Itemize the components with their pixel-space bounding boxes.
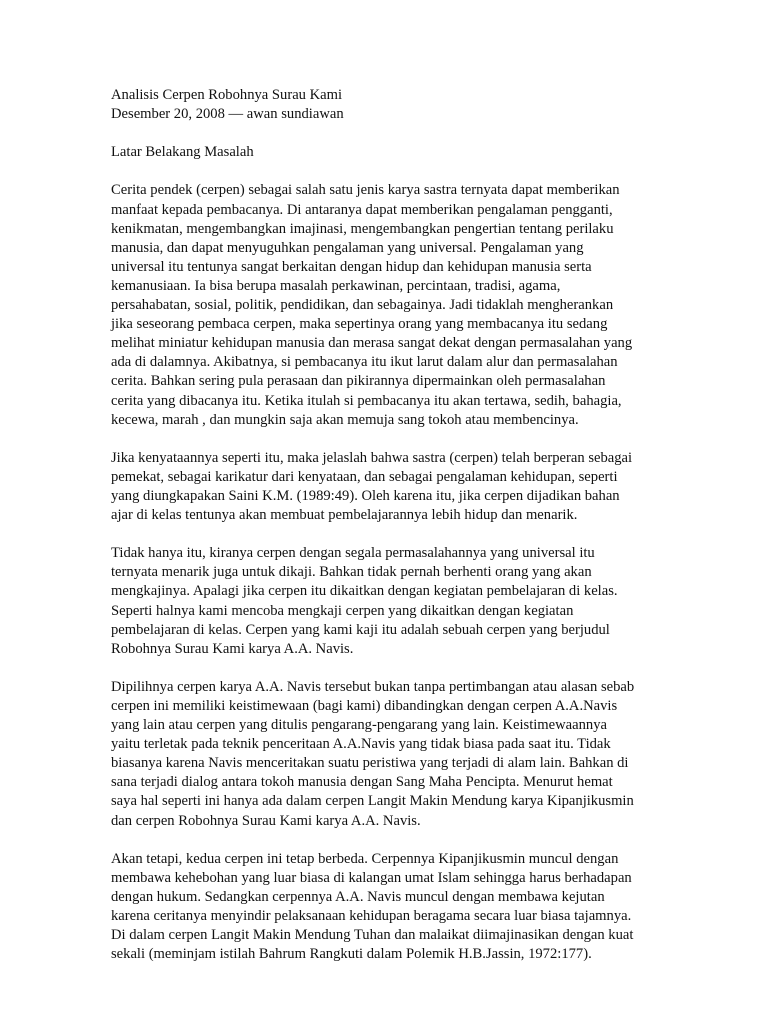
paragraph-line: cerita. Bahkan sering pula perasaan dan pikirannya dipermainkan oleh permasalahan xyxy=(111,373,606,390)
paragraph-line: biasanya karena Navis menceritakan suatu peristiwa yang terjadi di alam lain. Bahkan di xyxy=(111,755,629,772)
paragraph-line: persahabatan, sosial, politik, pendidikan, dan sebagainya. Jadi tidaklah mengherankan xyxy=(111,297,614,314)
paragraph-line: universal itu tentunya sangat berkaitan dengan hidup dan kehidupan manusia serta xyxy=(111,258,592,275)
paragraph-line: mengkajinya. Apalagi jika cerpen itu dikaitkan dengan kegiatan pembelajaran di kelas. xyxy=(111,583,618,600)
paragraph-line: dengan hukum. Sedangkan cerpennya A.A. Navis muncul dengan membawa kejutan xyxy=(111,888,605,905)
paragraph-line: ternyata menarik juga untuk dikaji. Bahkan tidak pernah berhenti orang yang akan xyxy=(111,564,592,581)
paragraph xyxy=(111,181,671,429)
paragraph xyxy=(111,544,671,659)
paragraph-line: saya hal seperti ini hanya ada dalam cerpen Langit Makin Mendung karya Kipanjikusmin xyxy=(111,793,634,810)
paragraph-line: Cerita pendek (cerpen) sebagai salah satu jenis karya sastra ternyata dapat memberikan xyxy=(111,182,620,199)
paragraph-line: ada di dalamnya. Akibatnya, si pembacanya itu ikut larut dalam alur dan permasalahan xyxy=(111,354,618,371)
paragraph-line: Seperti halnya kami mencoba mengkaji cerpen yang dikaitkan dengan kegiatan xyxy=(111,602,574,619)
paragraph-line: yang lain atau cerpen yang ditulis pengarang-pengarang yang lain. Keistimewaannya xyxy=(111,717,608,734)
paragraph-line: Di dalam cerpen Langit Makin Mendung Tuhan dan malaikat diimajinasikan dengan kuat xyxy=(111,927,634,944)
paragraph-line: Tidak hanya itu, kiranya cerpen dengan segala permasalahannya yang universal itu xyxy=(111,545,595,562)
paragraph-line: Akan tetapi, kedua cerpen ini tetap berbeda. Cerpennya Kipanjikusmin muncul dengan xyxy=(111,850,619,867)
paragraph-line: dan cerpen Robohnya Surau Kami karya A.A. Navis. xyxy=(111,812,421,829)
paragraph-line: manusia, dan dapat menyuguhkan pengalaman yang universal. Pengalaman yang xyxy=(111,239,584,256)
section-heading: Latar Belakang Masalah xyxy=(111,144,254,161)
paragraph-line: cerpen ini memiliki keistimewaan (bagi kami) dibandingkan dengan cerpen A.A.Navis xyxy=(111,698,618,714)
paragraph-line: Robohnya Surau Kami karya A.A. Navis. xyxy=(111,640,354,657)
paragraphs-container xyxy=(111,181,671,964)
paragraph-line: sekali (meminjam istilah Bahrum Rangkuti dalam Polemik H.B.Jassin, 1972:177). xyxy=(111,946,592,963)
paragraph-line: jika seseorang pembaca cerpen, maka sepertinya orang yang membacanya itu sedang xyxy=(111,316,608,333)
paragraph-line: yang diungkapakan Saini K.M. (1989:49). Oleh karena itu, jika cerpen dijadikan bahan xyxy=(111,487,620,504)
paragraph-line: pemekat, sebagai karikatur dari kenyataan, dan sebagai pengalaman kehidupan, seperti xyxy=(111,468,618,485)
paragraph-line: karena ceritanya menyindir pelaksanaan kehidupan beragama secara luar biasa tajamnya. xyxy=(111,908,632,925)
paragraph-line: Dipilihnya cerpen karya A.A. Navis tersebut bukan tanpa pertimbangan atau alasan sebab xyxy=(111,678,635,695)
paragraph xyxy=(111,678,671,831)
paragraph xyxy=(111,850,671,965)
paragraph-line: sana terjadi dialog antara tokoh manusia dengan Sang Maha Pencipta. Menurut hemat xyxy=(111,774,613,791)
paragraph-line: ajar di kelas tentunya akan membuat pembelajarannya lebih hidup dan menarik. xyxy=(111,507,578,524)
paragraph-line: kenikmatan, mengembangkan imajinasi, mengembangkan pengertian tentang perilaku xyxy=(111,220,614,237)
paragraph-line: membawa kehebohan yang luar biasa di kalangan umat Islam sehingga harus berhadapan xyxy=(111,869,632,886)
paragraph-line: pembelajaran di kelas. Cerpen yang kami kaji itu adalah sebuah cerpen yang berjudul xyxy=(111,621,610,638)
document-body xyxy=(111,86,671,964)
paragraph-line: cerita yang dibacanya itu. Ketika itulah si pembacanya itu akan tertawa, sedih, bahagia, xyxy=(111,392,622,409)
document-byline: Desember 20, 2008 — awan sundiawan xyxy=(111,106,344,123)
paragraph-line: kemanusiaan. Ia bisa berupa masalah perkawinan, percintaan, tradisi, agama, xyxy=(111,277,561,294)
document-title: Analisis Cerpen Robohnya Surau Kami xyxy=(111,87,343,103)
paragraph-line: yaitu terletak pada teknik penceritaan A.A.Navis yang tidak biasa pada saat itu. Tidak xyxy=(111,736,611,753)
paragraph-line: kecewa, marah , dan mungkin saja akan memuja sang tokoh atau membencinya. xyxy=(111,411,579,428)
paragraph xyxy=(111,449,671,525)
paragraph-line: Jika kenyataannya seperti itu, maka jelaslah bahwa sastra (cerpen) telah berperan sebagai xyxy=(111,449,633,466)
paragraph-line: melihat miniatur kehidupan manusia dan merasa sangat dekat dengan permasalahan yang xyxy=(111,335,633,352)
paragraph-line: manfaat kepada pembacanya. Di antaranya dapat memberikan pengalaman pengganti, xyxy=(111,201,613,218)
